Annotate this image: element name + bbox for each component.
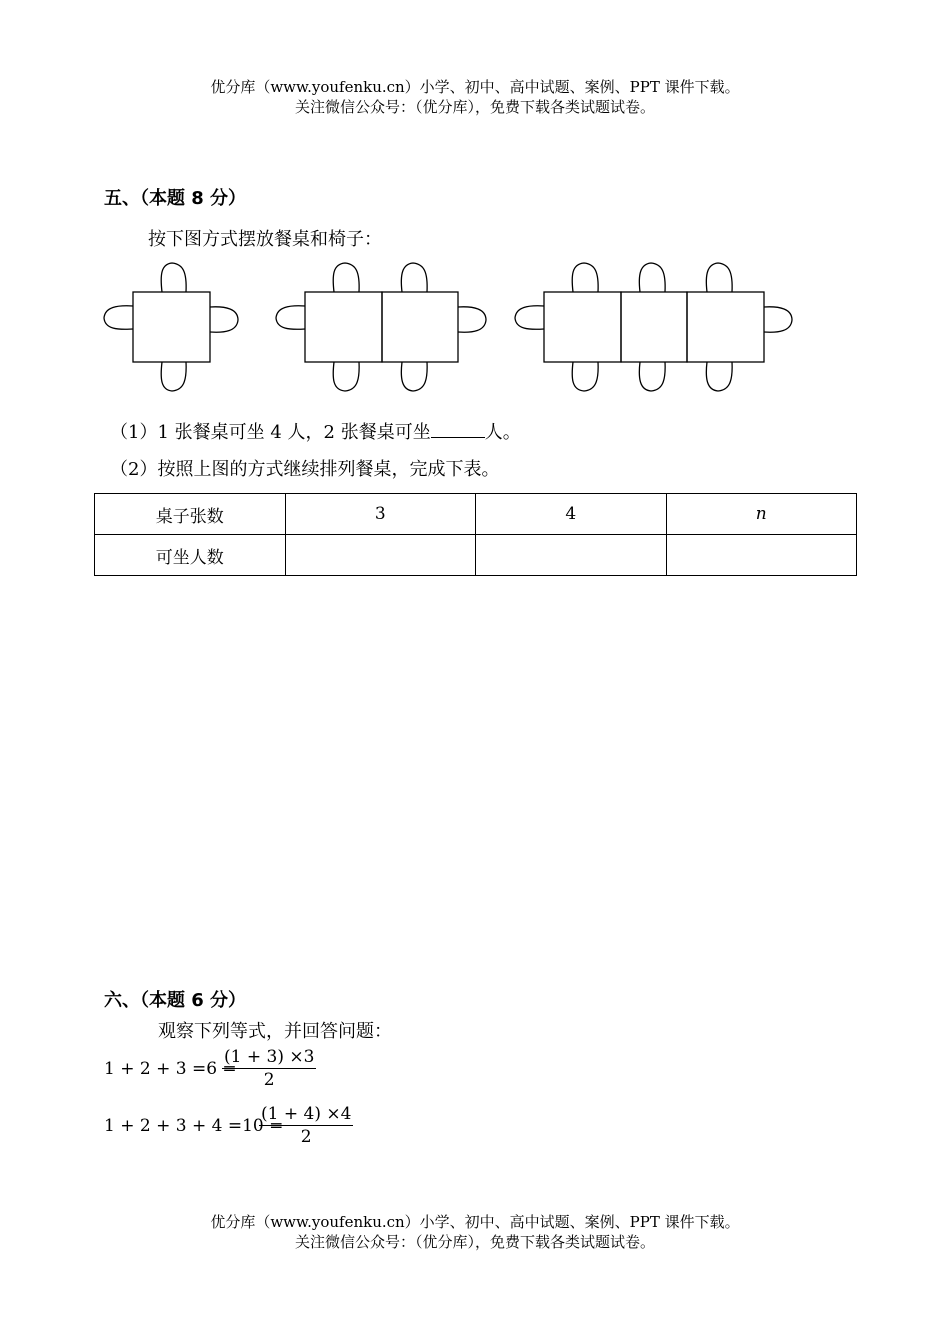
header-line-1: 优分库（www.youfenku.cn）小学、初中、高中试题、案例、PPT 课件下载。 [210,78,740,96]
chair-top [572,263,598,292]
chair-bottom [706,362,732,391]
answer-table [94,493,857,576]
equation-1-fraction [222,1046,316,1091]
section-5-title: 五、（本题 8 分） [104,188,247,209]
arrangement-1-table [104,263,238,391]
question-1-suffix: 人。 [484,422,521,443]
table-header-cell: 桌子张数 [95,494,286,535]
chair-left [276,306,305,330]
question-1 [110,418,521,444]
chair-left [515,306,544,330]
table-square [133,292,210,362]
fraction-numerator: (1 + 4) ×4 [261,1104,352,1124]
chair-right [764,307,792,332]
chair-top [161,263,186,292]
arrangement-2-tables [276,263,486,391]
arrangement-3-tables [515,263,792,391]
section-6-title: 六、（本题 6 分） [104,990,247,1011]
answer-blank[interactable] [431,421,485,438]
table-cell: 3 [285,494,476,535]
chair-left [104,306,133,330]
equation-2-fraction [259,1103,353,1148]
table-row [95,494,857,535]
section-5-intro: 按下图方式摆放餐桌和椅子： [148,229,382,250]
table-square [687,292,764,362]
table-answer-cell[interactable] [476,535,667,576]
section-6-intro: 观察下列等式，并回答问题： [158,1021,392,1042]
fraction-denominator: 2 [263,1070,275,1090]
table-square [621,292,687,362]
header-line-2: 关注微信公众号：（优分库），免费下载各类试题试卷。 [294,98,655,116]
equation-2-lhs: 1 + 2 + 3 + 4 =10 = [104,1116,284,1136]
chair-top [639,263,665,292]
fraction-denominator: 2 [300,1127,312,1147]
chair-right [210,307,238,332]
chair-right [458,307,486,332]
chair-bottom [572,362,598,391]
chair-bottom [639,362,665,391]
chair-bottom [161,362,186,391]
table-row [95,535,857,576]
table-answer-cell[interactable] [285,535,476,576]
table-cell: 4 [476,494,667,535]
chair-bottom [401,362,427,391]
footer-line-1: 优分库（www.youfenku.cn）小学、初中、高中试题、案例、PPT 课件下载。 [210,1213,740,1231]
table-header-cell: 可坐人数 [95,535,286,576]
chair-top [706,263,732,292]
footer-line-2: 关注微信公众号：（优分库），免费下载各类试题试卷。 [294,1233,655,1251]
table-square [544,292,621,362]
chair-top [401,263,427,292]
table-chair-diagram [0,255,950,400]
table-cell: n [666,494,857,535]
table-answer-cell[interactable] [666,535,857,576]
chair-top [333,263,359,292]
table-square [305,292,382,362]
fraction-numerator: (1 + 3) ×3 [224,1047,315,1067]
question-2: （2）按照上图的方式继续排列餐桌，完成下表。 [110,459,500,480]
chair-bottom [333,362,359,391]
question-1-text: （1）1 张餐桌可坐 4 人，2 张餐桌可坐 [110,422,431,443]
equation-1-lhs: 1 + 2 + 3 =6 = [104,1059,237,1079]
table-square [382,292,458,362]
